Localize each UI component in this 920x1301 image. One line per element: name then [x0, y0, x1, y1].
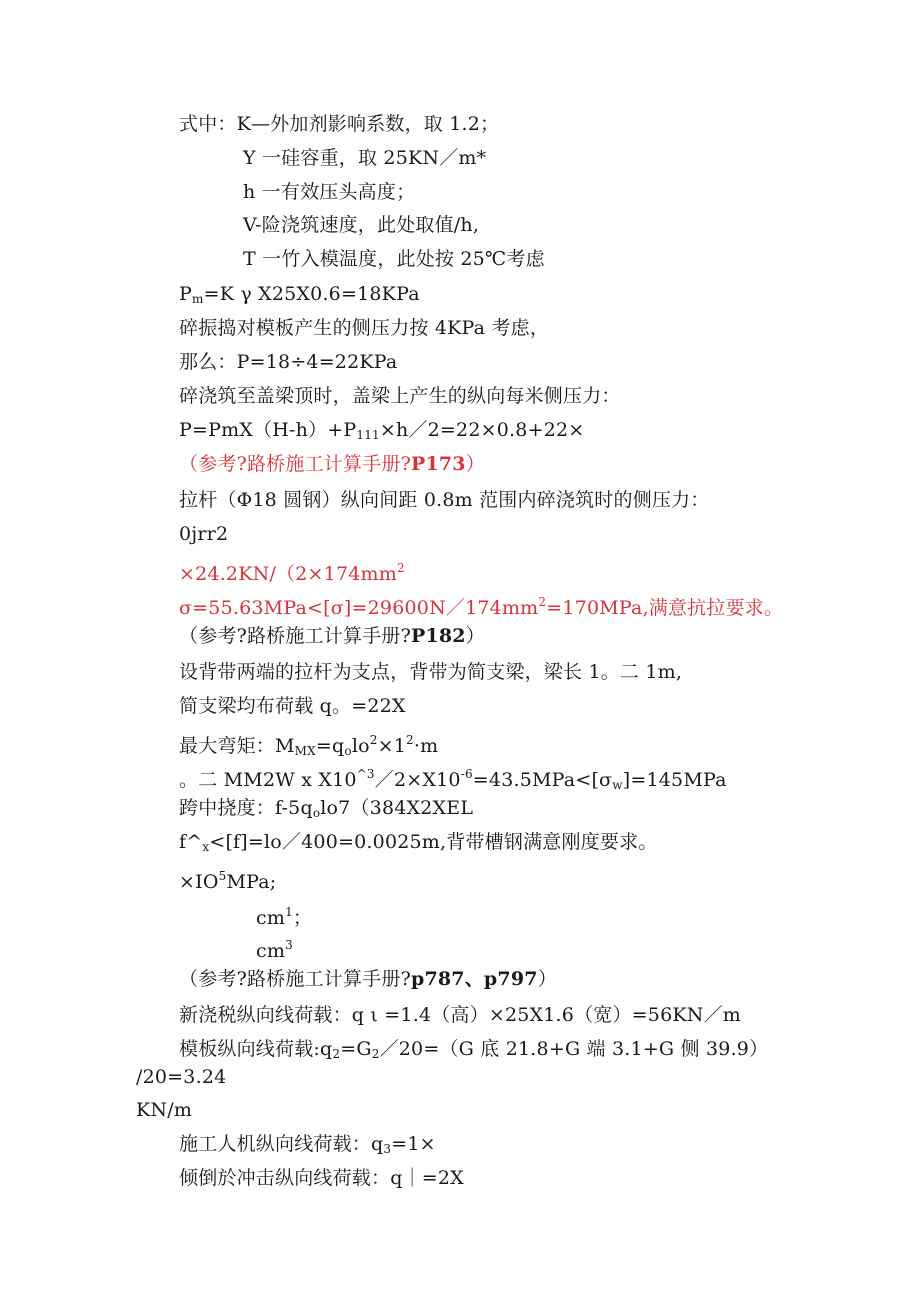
text-fragment: ×h／2=22×0.8+22× — [379, 419, 585, 441]
text-line-unit: KN/m — [136, 1099, 193, 1121]
text-fragment: ×IO — [179, 871, 219, 893]
text-fragment: MPa; — [226, 871, 277, 893]
reference-p787-p797 — [179, 967, 557, 991]
reference-p182 — [179, 624, 485, 648]
superscript: 2 — [406, 733, 414, 747]
text-fragment: （参考?路桥施工计算手册? — [179, 968, 411, 990]
subscript: MX — [294, 744, 316, 758]
text-fragment: ]=145MPa — [622, 769, 727, 791]
text-fragment: σ=55.63MPa<[σ]=29600N／174mm — [179, 597, 539, 619]
superscript: 5 — [218, 869, 227, 883]
subscript: 111 — [356, 428, 380, 442]
text-fragment: =1× — [391, 1133, 436, 1155]
text-line-gamma: Y 一硅容重，取 25KN／m* — [243, 147, 487, 169]
subscript: m — [191, 292, 204, 306]
subscript: 2 — [371, 1047, 380, 1061]
text-line-p-total: 那么：P=18÷4=22KPa — [179, 351, 398, 373]
text-line-force-red — [179, 556, 405, 586]
text-line-stiffness — [179, 830, 657, 859]
superscript: 2 — [396, 561, 405, 575]
text-line-deflection — [179, 796, 473, 825]
text-fragment: ； — [292, 907, 313, 929]
text-line-sigma-red — [179, 590, 783, 620]
subscript: o — [344, 744, 352, 758]
text-line-stress-check — [179, 762, 727, 797]
subscript: 2 — [332, 1047, 341, 1061]
text-fragment: ） — [537, 968, 557, 990]
text-fragment: ×1 — [377, 735, 406, 757]
text-fragment: ·m — [413, 735, 439, 757]
text-fragment: lo — [351, 735, 370, 757]
superscript: 2 — [538, 595, 547, 609]
text-fragment: 施工人机纵向线荷载：q — [179, 1133, 384, 1155]
text-fragment: =170MPa,满意抗拉要求。 — [546, 597, 784, 619]
text-fragment: （参考?路桥施工计算手册? — [179, 625, 411, 647]
text-fragment: ） — [465, 453, 485, 475]
text-line-p-formula — [179, 418, 584, 447]
superscript: ^3 — [356, 767, 375, 781]
text-fragment: cm — [256, 907, 286, 929]
text-line-h: h 一有效压头高度； — [243, 181, 416, 203]
text-line-formula-legend: 式中：K—外加剂影响系数，取 1.2； — [179, 113, 500, 135]
text-fragment: ／2×X10 — [374, 769, 461, 791]
text-line-construction-load — [179, 1132, 436, 1161]
text-fragment: 最大弯矩：M — [179, 735, 295, 757]
subscript: o — [312, 806, 321, 820]
subscript: 3 — [383, 1142, 392, 1156]
superscript: 2 — [369, 733, 378, 747]
text-fragment: ／20=（G 底 21.8+G 端 3.1+G 侧 39.9） — [379, 1038, 769, 1060]
text-fragment: =43.5MPa<[σ — [472, 769, 613, 791]
subscript: x — [202, 840, 210, 854]
text-line-vibration: 碎振捣对模板产生的侧压力按 4KPa 考虑， — [179, 317, 550, 339]
subscript: w — [612, 778, 623, 792]
text-line-modulus — [179, 864, 276, 894]
text-fragment: =G — [340, 1038, 372, 1060]
text-line-beam-setup: 设背带两端的拉杆为支点，背带为简支梁，梁长 1。二 1m, — [179, 661, 683, 683]
text-fragment: ×24.2KN/（2×174mm — [179, 563, 397, 585]
text-fragment: 跨中挠度：f-5q — [179, 797, 313, 819]
text-line-side-pressure: 碎浇筑至盖梁顶时，盖梁上产生的纵向每米侧压力： — [179, 385, 621, 407]
superscript: 3 — [285, 938, 293, 952]
text-line-max-moment — [179, 728, 438, 763]
text-line-formwork-result: /20=3.24 — [136, 1066, 227, 1088]
text-fragment: cm — [256, 940, 286, 962]
text-fragment: <[f]=lo／400=0.0025m,背带槽钢满意刚度要求。 — [209, 831, 658, 853]
text-fragment: 模板纵向线荷载:q — [179, 1038, 333, 1060]
text-fragment: =K γ X25X0.6=18KPa — [203, 283, 420, 305]
text-line-v: V-险浇筑速度，此处取值/h, — [243, 214, 480, 236]
text-line-impact-load: 倾倒於冲击纵向线荷载：q｜=2X — [179, 1167, 464, 1189]
page-ref: P182 — [410, 625, 466, 647]
superscript: 1 — [285, 905, 293, 919]
text-fragment: P=PmX（H-h）+P — [179, 419, 357, 441]
text-line-formwork-load — [179, 1037, 768, 1066]
page-ref: P173 — [410, 453, 466, 475]
text-fragment: P — [179, 283, 192, 305]
text-fragment: lo7（384X2XEL — [320, 797, 474, 819]
reference-p173 — [179, 452, 485, 476]
text-fragment: 。二 MM2W x X10 — [179, 769, 357, 791]
text-fragment: ） — [465, 625, 485, 647]
text-line-new-concrete-load: 新浇税纵向线荷载：q ι =1.4（高）×25X1.6（宽）=56KN／m — [179, 1004, 742, 1026]
text-line-uniform-load: 简支梁均布荷载 q。=22X — [179, 695, 406, 717]
text-line-cm1 — [256, 900, 312, 930]
text-line-pm — [179, 282, 420, 311]
text-line-cm3 — [256, 933, 293, 963]
text-line-tie-rod: 拉杆（Φ18 圆钢）纵向间距 0.8m 范围内碎浇筑时的侧压力： — [179, 489, 710, 511]
text-fragment: f^ — [179, 831, 203, 853]
text-line-t: T 一竹入模温度，此处按 25℃考虑 — [243, 248, 545, 270]
superscript: -6 — [460, 767, 473, 781]
text-fragment: （参考?路桥施工计算手册? — [179, 453, 411, 475]
text-fragment: =q — [315, 735, 345, 757]
page-ref: p787、p797 — [410, 968, 538, 990]
text-line-ojrr2: 0jrr2 — [179, 523, 229, 545]
